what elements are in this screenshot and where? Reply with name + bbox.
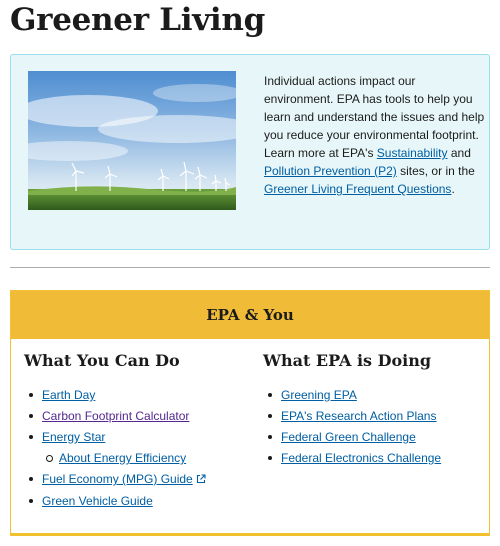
list-item (24, 491, 206, 512)
list-item (24, 385, 206, 406)
epa-and-you-header: EPA & You (11, 291, 489, 339)
what-epa-is-doing-heading: What EPA is Doing (263, 351, 432, 370)
list-item (263, 448, 441, 469)
epa-and-you-card (10, 290, 490, 536)
list-item (263, 406, 441, 427)
fuel-economy-guide-link[interactable]: Fuel Economy (MPG) Guide (42, 472, 193, 486)
list-item (24, 469, 206, 491)
intro-text-and: and (450, 146, 471, 160)
intro-text-end: . (451, 182, 455, 196)
list-item (24, 427, 206, 448)
green-vehicle-guide-link[interactable]: Green Vehicle Guide (42, 494, 153, 508)
intro-text-body: Individual actions impact our environment. EPA has tools to help you learn and understand the issues and help you reduce your environmental footprint. Learn more at EPA's (264, 74, 485, 160)
intro-text (264, 72, 486, 198)
carbon-footprint-calculator-link[interactable]: Carbon Footprint Calculator (42, 409, 190, 423)
federal-electronics-challenge-link[interactable]: Federal Electronics Challenge (281, 451, 442, 465)
what-epa-is-doing-column (263, 351, 441, 469)
section-divider (10, 267, 490, 268)
list-item (24, 448, 206, 469)
greening-epa-link[interactable]: Greening EPA (281, 388, 357, 402)
about-energy-efficiency-link[interactable]: About Energy Efficiency (59, 451, 187, 465)
wind-turbines-image (28, 71, 236, 210)
greener-living-faq-link[interactable]: Greener Living Frequent Questions (264, 182, 452, 196)
list-item (263, 385, 441, 406)
pollution-prevention-link[interactable]: Pollution Prevention (P2) (264, 164, 397, 178)
page-title: Greener Living (10, 2, 266, 38)
earth-day-link[interactable]: Earth Day (42, 388, 96, 402)
what-you-can-do-heading: What You Can Do (24, 351, 180, 370)
energy-star-link[interactable]: Energy Star (42, 430, 106, 444)
intro-box (10, 54, 490, 250)
what-epa-is-doing-list (263, 385, 441, 469)
sustainability-link[interactable]: Sustainability (376, 146, 448, 160)
what-you-can-do-list (24, 385, 206, 512)
federal-green-challenge-link[interactable]: Federal Green Challenge (281, 430, 416, 444)
what-you-can-do-column (24, 351, 206, 512)
research-action-plans-link[interactable]: EPA's Research Action Plans (281, 409, 437, 423)
intro-text-sites: sites, or in the (400, 164, 475, 178)
external-link-icon (196, 470, 206, 491)
list-item (24, 406, 206, 427)
list-item (263, 427, 441, 448)
